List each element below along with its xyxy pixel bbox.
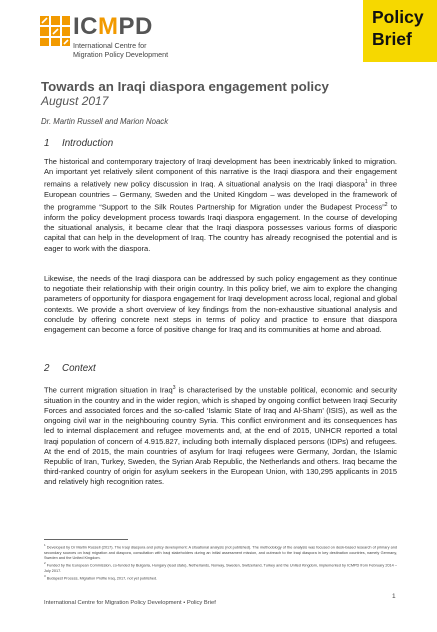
policy-brief-line1: Policy — [372, 7, 424, 27]
page-number: 1 — [392, 593, 396, 600]
page-footer: International Centre for Migration Policy Development • Policy Brief — [44, 600, 216, 606]
logo-subtitle-line1: International Centre for — [73, 41, 147, 50]
logo-wordmark: ICMPD — [73, 13, 153, 40]
footnote-ref-2[interactable]: 2 — [384, 202, 388, 209]
paragraph-intro-2: Likewise, the needs of the Iraqi diaspora can be addressed by such policy engagement as they continue to negotiate their relationship with their origin country. In this policy brief, we aim to explore the changing parameters of opportunity for diaspora engagement for Iraqi development across local, regional and global contexts. We provide a short overview of key findings from the non-exhaustive situational analysis and conclude by offering concrete next steps in terms of policy and practice to ensure that diaspora engagement can become a force of positive change for Iraq and its communities at home and abroad. — [44, 274, 397, 335]
section-number: 2 — [44, 363, 50, 374]
icmpd-logo — [40, 13, 180, 66]
footnote-2: $^2$ Funded by the European Commission, co-funded by Bulgaria, Hungary (lead state), Netherlands, Norway, Sweden, Switzerland, Turkey and the United Kingdom, implemented by ICMPD from February 2014 – July 2017. — [44, 561, 397, 573]
footnote-ref-3[interactable]: 3 — [172, 385, 176, 391]
footnote-ref-1[interactable]: 1 — [364, 179, 368, 186]
document-date: August 2017 — [41, 94, 109, 108]
logo-subtitle-line2: Migration Policy Development — [73, 49, 169, 59]
section-number: 1 — [44, 138, 50, 149]
paragraph-context-1: The current migration situation in Iraq$^3$ is characterised by the unstable political, economic and security situation in the country and in the wider region, which is shaped by ongoing conflict between Iraqi Security Forces and associated forces and the so-called ‘Islamic State of Iraq and Al-Sham’ (ISIS), as well as the ongoing civil war in the neighbouring country Syria. This conflict environment and its consequences has led to internal displacement and refugee movements and, at the end of 2015, UNHCR reported a total Iraqi population of concern of 4.915.827, including both internally displaced persons (IDPs) and refugees. At the end of 2015, the main countries of asylum for Iraqi refugees were Germany, Jordan, the Islamic Republic of Iran, Turkey, Sweden, the Syrian Arab Republic, the Netherlands and others. Iraq became the third-ranked country of origin for asylum seekers in the European Union, with 130,295 applicants in 2015 and relatively high recognition rates. — [44, 385, 397, 487]
section-heading-context — [44, 363, 96, 374]
section-title: Context — [62, 363, 96, 374]
footnotes — [44, 543, 397, 582]
footnote-1: $^1$ Developed by Dr Martin Russell (2017). The Iraqi diaspora and policy development: A situational analysis (not published). The methodology of the analysis was focused on desk-based research of primary and secondary sources on Iraqi migration and diaspora, consultation with Iraqi stakeholders during an initial assessment mission, and outreach to the Iraqi diaspora in key destination countries, namely Germany, Sweden and the United Kingdom. — [44, 543, 397, 560]
document-authors: Dr. Martin Russell and Marion Noack — [41, 117, 169, 126]
policy-brief-label — [363, 0, 437, 62]
paragraph-intro-1: The historical and contemporary trajectory of Iraqi development has been inextricably linked to migration. An important yet relatively silent component of this narrative is the Iraqi diaspora and their engagement remains a relatively new policy discussion in Iraq. A situational analysis on the Iraqi diaspora$^1$ in three European countries – Germany, Sweden and the United Kingdom – was developed in the framework of the programme “Support to the Silk Routes Partnership for Migration under the Budapest Process”$^2$ to inform the policy development process towards Iraqi diaspora engagement. In the course of developing the situational analysis, it became clear that the Iraqi diaspora possesses various forms of diasporic capital that can help in the development of Iraq. The country has already recognised the potential and is eager to work with the diaspora. — [44, 157, 398, 253]
footnote-divider — [44, 539, 128, 540]
logo-subtitle — [73, 42, 168, 59]
footnote-3: $^3$ Budapest Process, Migration Profile Iraq, 2017, not yet published. — [44, 574, 158, 581]
section-title: Introduction — [62, 138, 114, 149]
document-title: Towards an Iraqi diaspora engagement policy — [41, 79, 329, 94]
section-heading-introduction — [44, 138, 113, 149]
icmpd-logo-icon — [40, 16, 70, 46]
policy-brief-line2: Brief — [372, 29, 412, 49]
